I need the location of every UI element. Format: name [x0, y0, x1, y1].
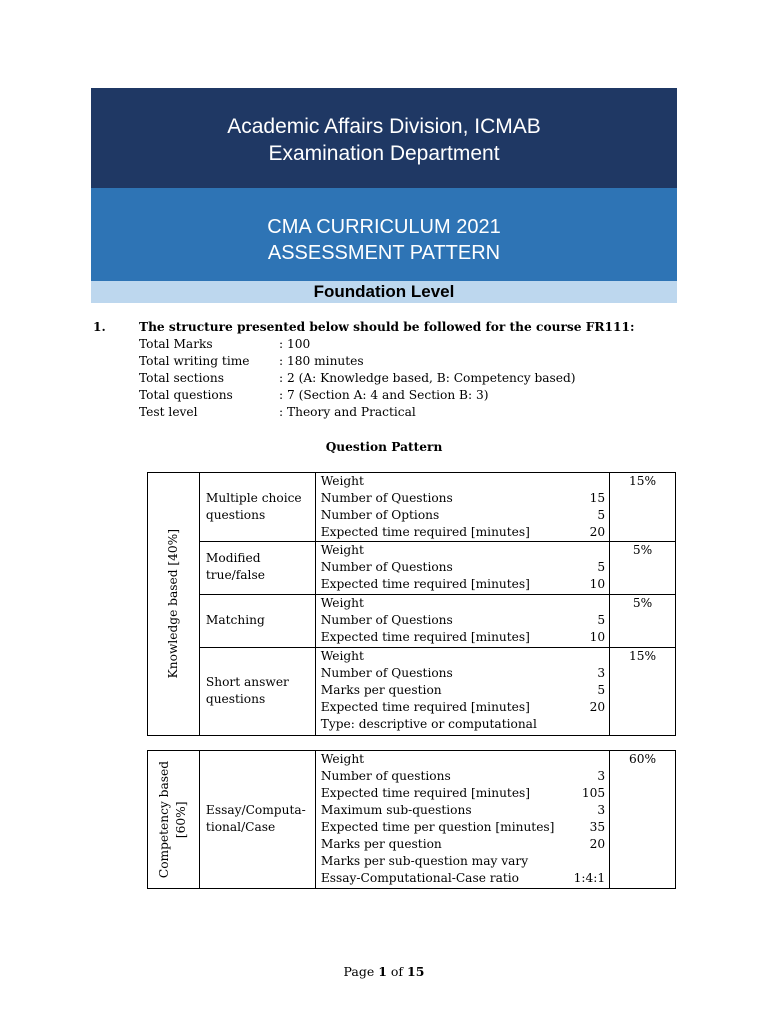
- detail-line: Expected time required [minutes] 10: [320, 577, 606, 591]
- question-type-cell: [199, 595, 315, 648]
- header-banner-division: [91, 88, 677, 188]
- detail-line: Number of Questions 5: [320, 613, 606, 627]
- table-row: [148, 648, 676, 736]
- weight-cell: 60%: [610, 751, 676, 889]
- question-type-label: Multiple choice: [205, 491, 302, 505]
- section-intro: The structure presented below should be followed for the course FR111:: [139, 320, 635, 334]
- weight-cell: 5%: [610, 595, 676, 648]
- detail-line: Marks per question 20: [320, 837, 606, 851]
- table-row: [148, 595, 676, 648]
- detail-line: Type: descriptive or computational: [320, 717, 537, 731]
- table-row: [148, 542, 676, 595]
- weight-cell: 5%: [610, 542, 676, 595]
- level-title: Foundation Level: [313, 282, 455, 301]
- footer-current-page: 1: [378, 964, 387, 979]
- detail-line: Expected time required [minutes] 10: [320, 630, 606, 644]
- question-type-label: true/false: [205, 568, 265, 582]
- division-title: Academic Affairs Division, ICMAB: [227, 115, 541, 138]
- department-title: Examination Department: [268, 142, 500, 165]
- question-type-cell: [199, 751, 315, 889]
- assessment-title: ASSESSMENT PATTERN: [267, 242, 501, 264]
- question-type-label: questions: [205, 692, 266, 706]
- question-type-label: questions: [205, 508, 266, 522]
- detail-line: Number of Questions 3: [320, 666, 606, 680]
- info-value: : 180 minutes: [279, 354, 364, 368]
- info-key: Total Marks: [139, 337, 213, 351]
- info-value: : 2 (A: Knowledge based, B: Competency based): [279, 371, 576, 385]
- detail-line: Number of questions 3: [320, 769, 606, 783]
- detail-line: Marks per question 5: [320, 683, 606, 697]
- info-key: Total questions: [139, 388, 233, 402]
- detail-line: Expected time per question [minutes] 35: [320, 820, 606, 834]
- knowledge-section-label: Knowledge based [40%]: [165, 529, 180, 679]
- detail-line: Number of Questions 15: [320, 491, 606, 505]
- section-number: 1.: [93, 320, 106, 334]
- detail-line: Weight: [320, 752, 365, 766]
- detail-line: Number of Questions 5: [320, 560, 606, 574]
- competency-label-line: Competency based: [157, 760, 172, 879]
- pattern-title: Question Pattern: [325, 440, 443, 454]
- question-type-label: Matching: [205, 613, 265, 627]
- info-value: : Theory and Practical: [279, 405, 416, 419]
- info-key: Total sections: [139, 371, 224, 385]
- info-key: Total writing time: [139, 354, 250, 368]
- knowledge-table: [147, 472, 676, 736]
- detail-line: Weight: [320, 543, 364, 557]
- question-type-cell: [199, 648, 315, 736]
- detail-line: Number of Options 5: [320, 508, 606, 522]
- info-row: [139, 336, 310, 353]
- section-label-cell: [148, 751, 200, 889]
- details-cell: [315, 751, 609, 889]
- detail-line: Marks per sub-question may vary: [320, 854, 529, 868]
- detail-line: Essay-Computational-Case ratio 1:4:1: [320, 871, 606, 885]
- table-row: [148, 751, 676, 889]
- footer-of-word: of: [390, 964, 404, 979]
- table-row: [148, 473, 676, 542]
- details-cell: [315, 542, 609, 595]
- competency-label-line: [60%]: [174, 801, 189, 838]
- competency-table: [147, 750, 676, 889]
- detail-line: Weight: [320, 596, 364, 610]
- info-key: Test level: [139, 405, 198, 419]
- detail-line: Maximum sub-questions 3: [320, 803, 606, 817]
- info-row: [139, 404, 416, 421]
- info-value: : 7 (Section A: 4 and Section B: 3): [279, 388, 489, 402]
- question-type-label: Modified: [205, 551, 261, 565]
- question-type-label: Essay/Computa-: [205, 803, 306, 817]
- question-type-cell: [199, 542, 315, 595]
- details-cell: [315, 648, 609, 736]
- detail-line: Expected time required [minutes] 20: [320, 700, 606, 714]
- level-banner: [91, 281, 677, 303]
- detail-line: Expected time required [minutes] 105: [320, 786, 606, 800]
- header-banner-curriculum: [91, 188, 677, 281]
- weight-cell: 15%: [610, 648, 676, 736]
- question-type-label: Short answer: [205, 675, 289, 689]
- section-label-cell: [148, 473, 200, 736]
- competency-section-label: [156, 761, 190, 878]
- footer-page-word: Page: [343, 964, 375, 979]
- footer-total-pages: 15: [407, 964, 425, 979]
- detail-line: Expected time required [minutes] 20: [320, 525, 606, 539]
- question-type-cell: [199, 473, 315, 542]
- detail-line: Weight: [320, 649, 364, 663]
- info-row: [139, 370, 576, 387]
- page-footer: [0, 964, 768, 979]
- detail-line: Weight: [320, 474, 364, 488]
- question-type-label: tional/Case: [205, 820, 276, 834]
- info-row: [139, 387, 489, 404]
- weight-cell: 15%: [610, 473, 676, 542]
- details-cell: [315, 473, 609, 542]
- details-cell: [315, 595, 609, 648]
- info-value: : 100: [279, 337, 311, 351]
- info-row: [139, 353, 364, 370]
- curriculum-title: CMA CURRICULUM 2021: [267, 216, 501, 238]
